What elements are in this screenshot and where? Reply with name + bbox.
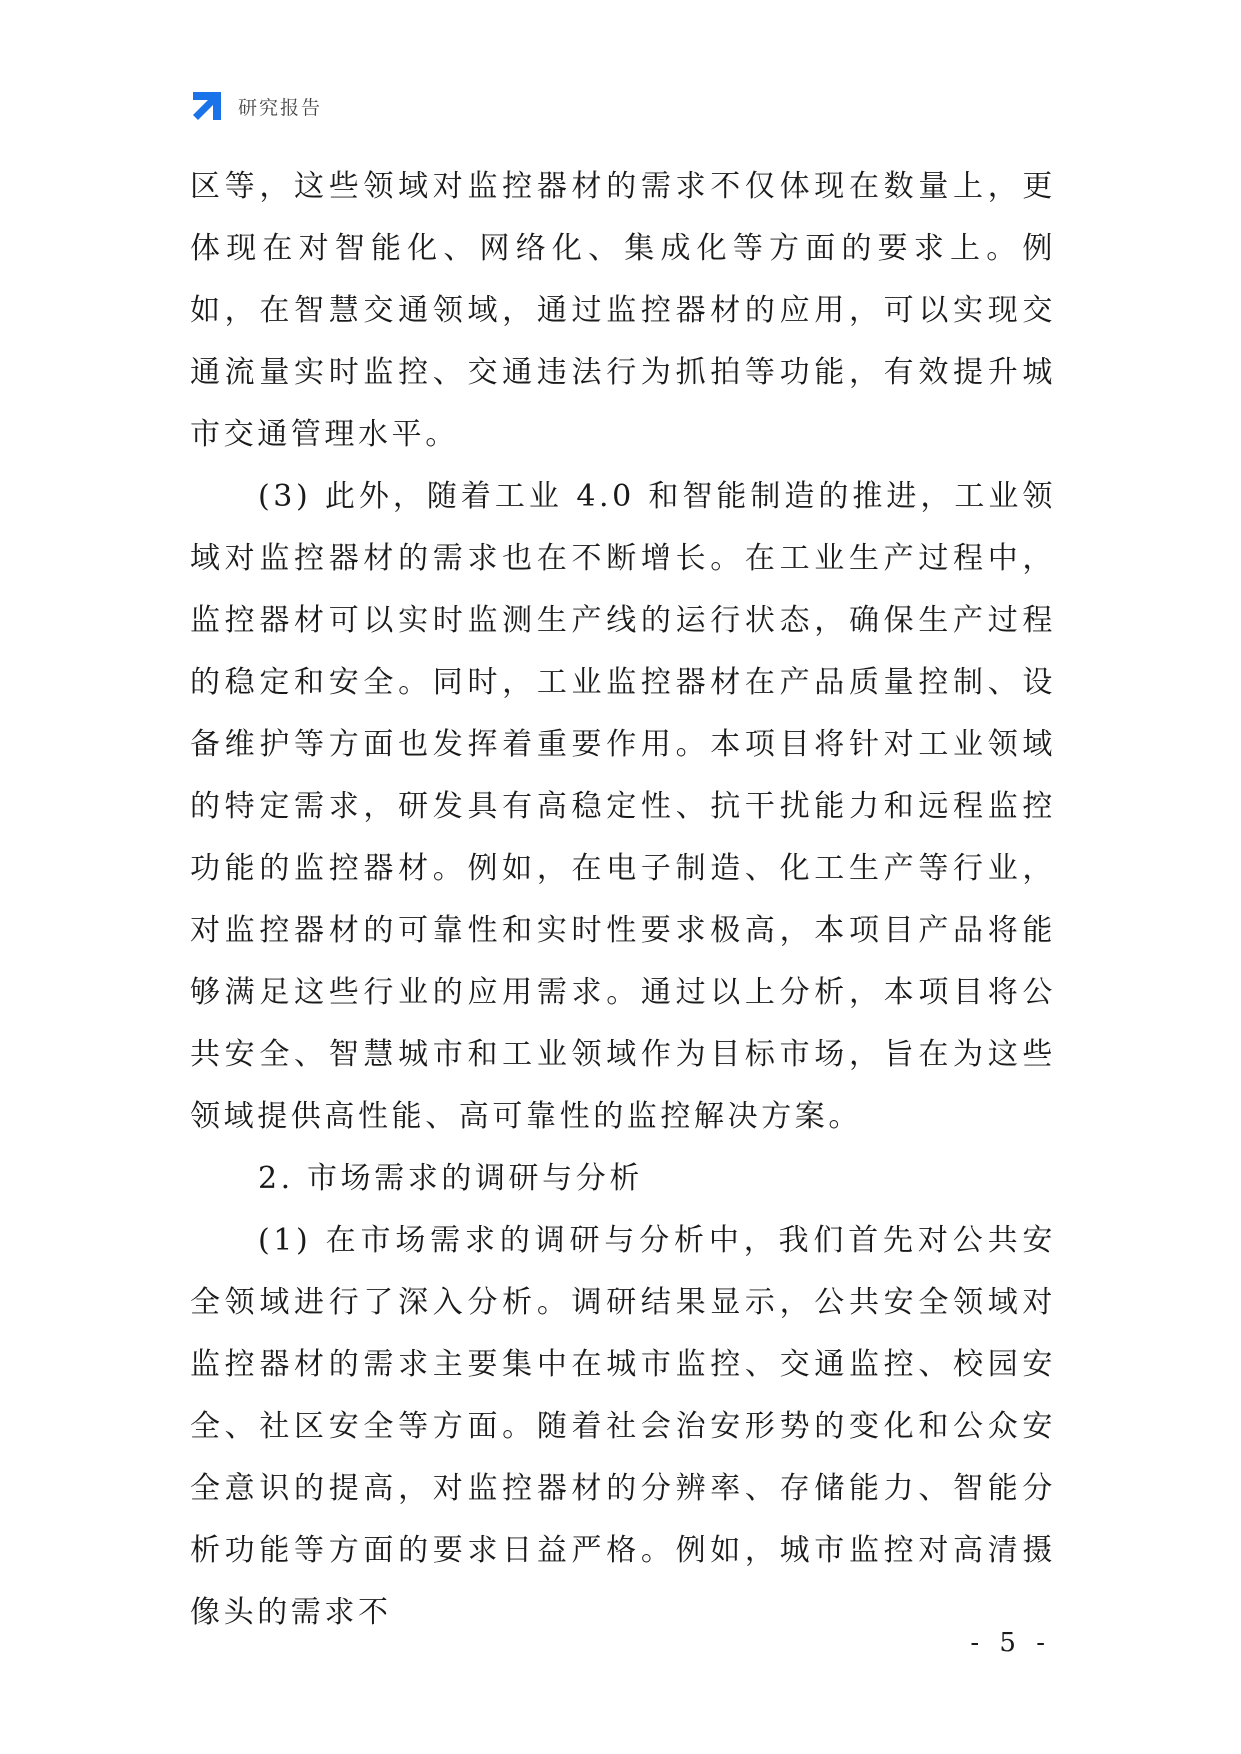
document-header xyxy=(190,88,322,124)
document-body xyxy=(190,156,1056,1644)
header-label: 研究报告 xyxy=(238,96,323,119)
arrow-logo-icon xyxy=(190,89,224,123)
section-heading: 2. 市场需求的调研与分析 xyxy=(258,1161,643,1196)
body-paragraph: (3) 此外，随着工业 4.0 和智能制造的推进，工业领域对监控器材的需求也在不断增长。在工业生产过程中，监控器材可以实时监测生产线的运行状态，确保生产过程的稳定和安全。同时，工业监控器材在产品质量控制、设备维护等方面也发挥着重要作用。本项目将针对工业领域的特定需求，研发具有高稳定性、抗干扰能力和远程监控功能的监控器材。例如，在电子制造、化工生产等行业，对监控器材的可靠性和实时性要求极高，本项目产品将能够满足这些行业的应用需求。通过以上分析，本项目将公共安全、智慧城市和工业领域作为目标市场，旨在为这些领域提供高性能、高可靠性的监控解决方案。 xyxy=(190,479,1056,1134)
body-paragraph: (1) 在市场需求的调研与分析中，我们首先对公共安全领域进行了深入分析。调研结果显示，公共安全领域对监控器材的需求主要集中在城市监控、交通监控、校园安全、社区安全等方面。随着社会治安形势的变化和公众安全意识的提高，对监控器材的分辨率、存储能力、智能分析功能等方面的要求日益严格。例如，城市监控对高清摄像头的需求不 xyxy=(190,1223,1056,1630)
body-paragraph: 区等，这些领域对监控器材的需求不仅体现在数量上，更体现在对智能化、网络化、集成化等方面的要求上。例如，在智慧交通领域，通过监控器材的应用，可以实现交通流量实时监控、交通违法行为抓拍等功能，有效提升城市交通管理水平。 xyxy=(190,169,1056,452)
page-number: - 5 - xyxy=(970,1628,1051,1658)
